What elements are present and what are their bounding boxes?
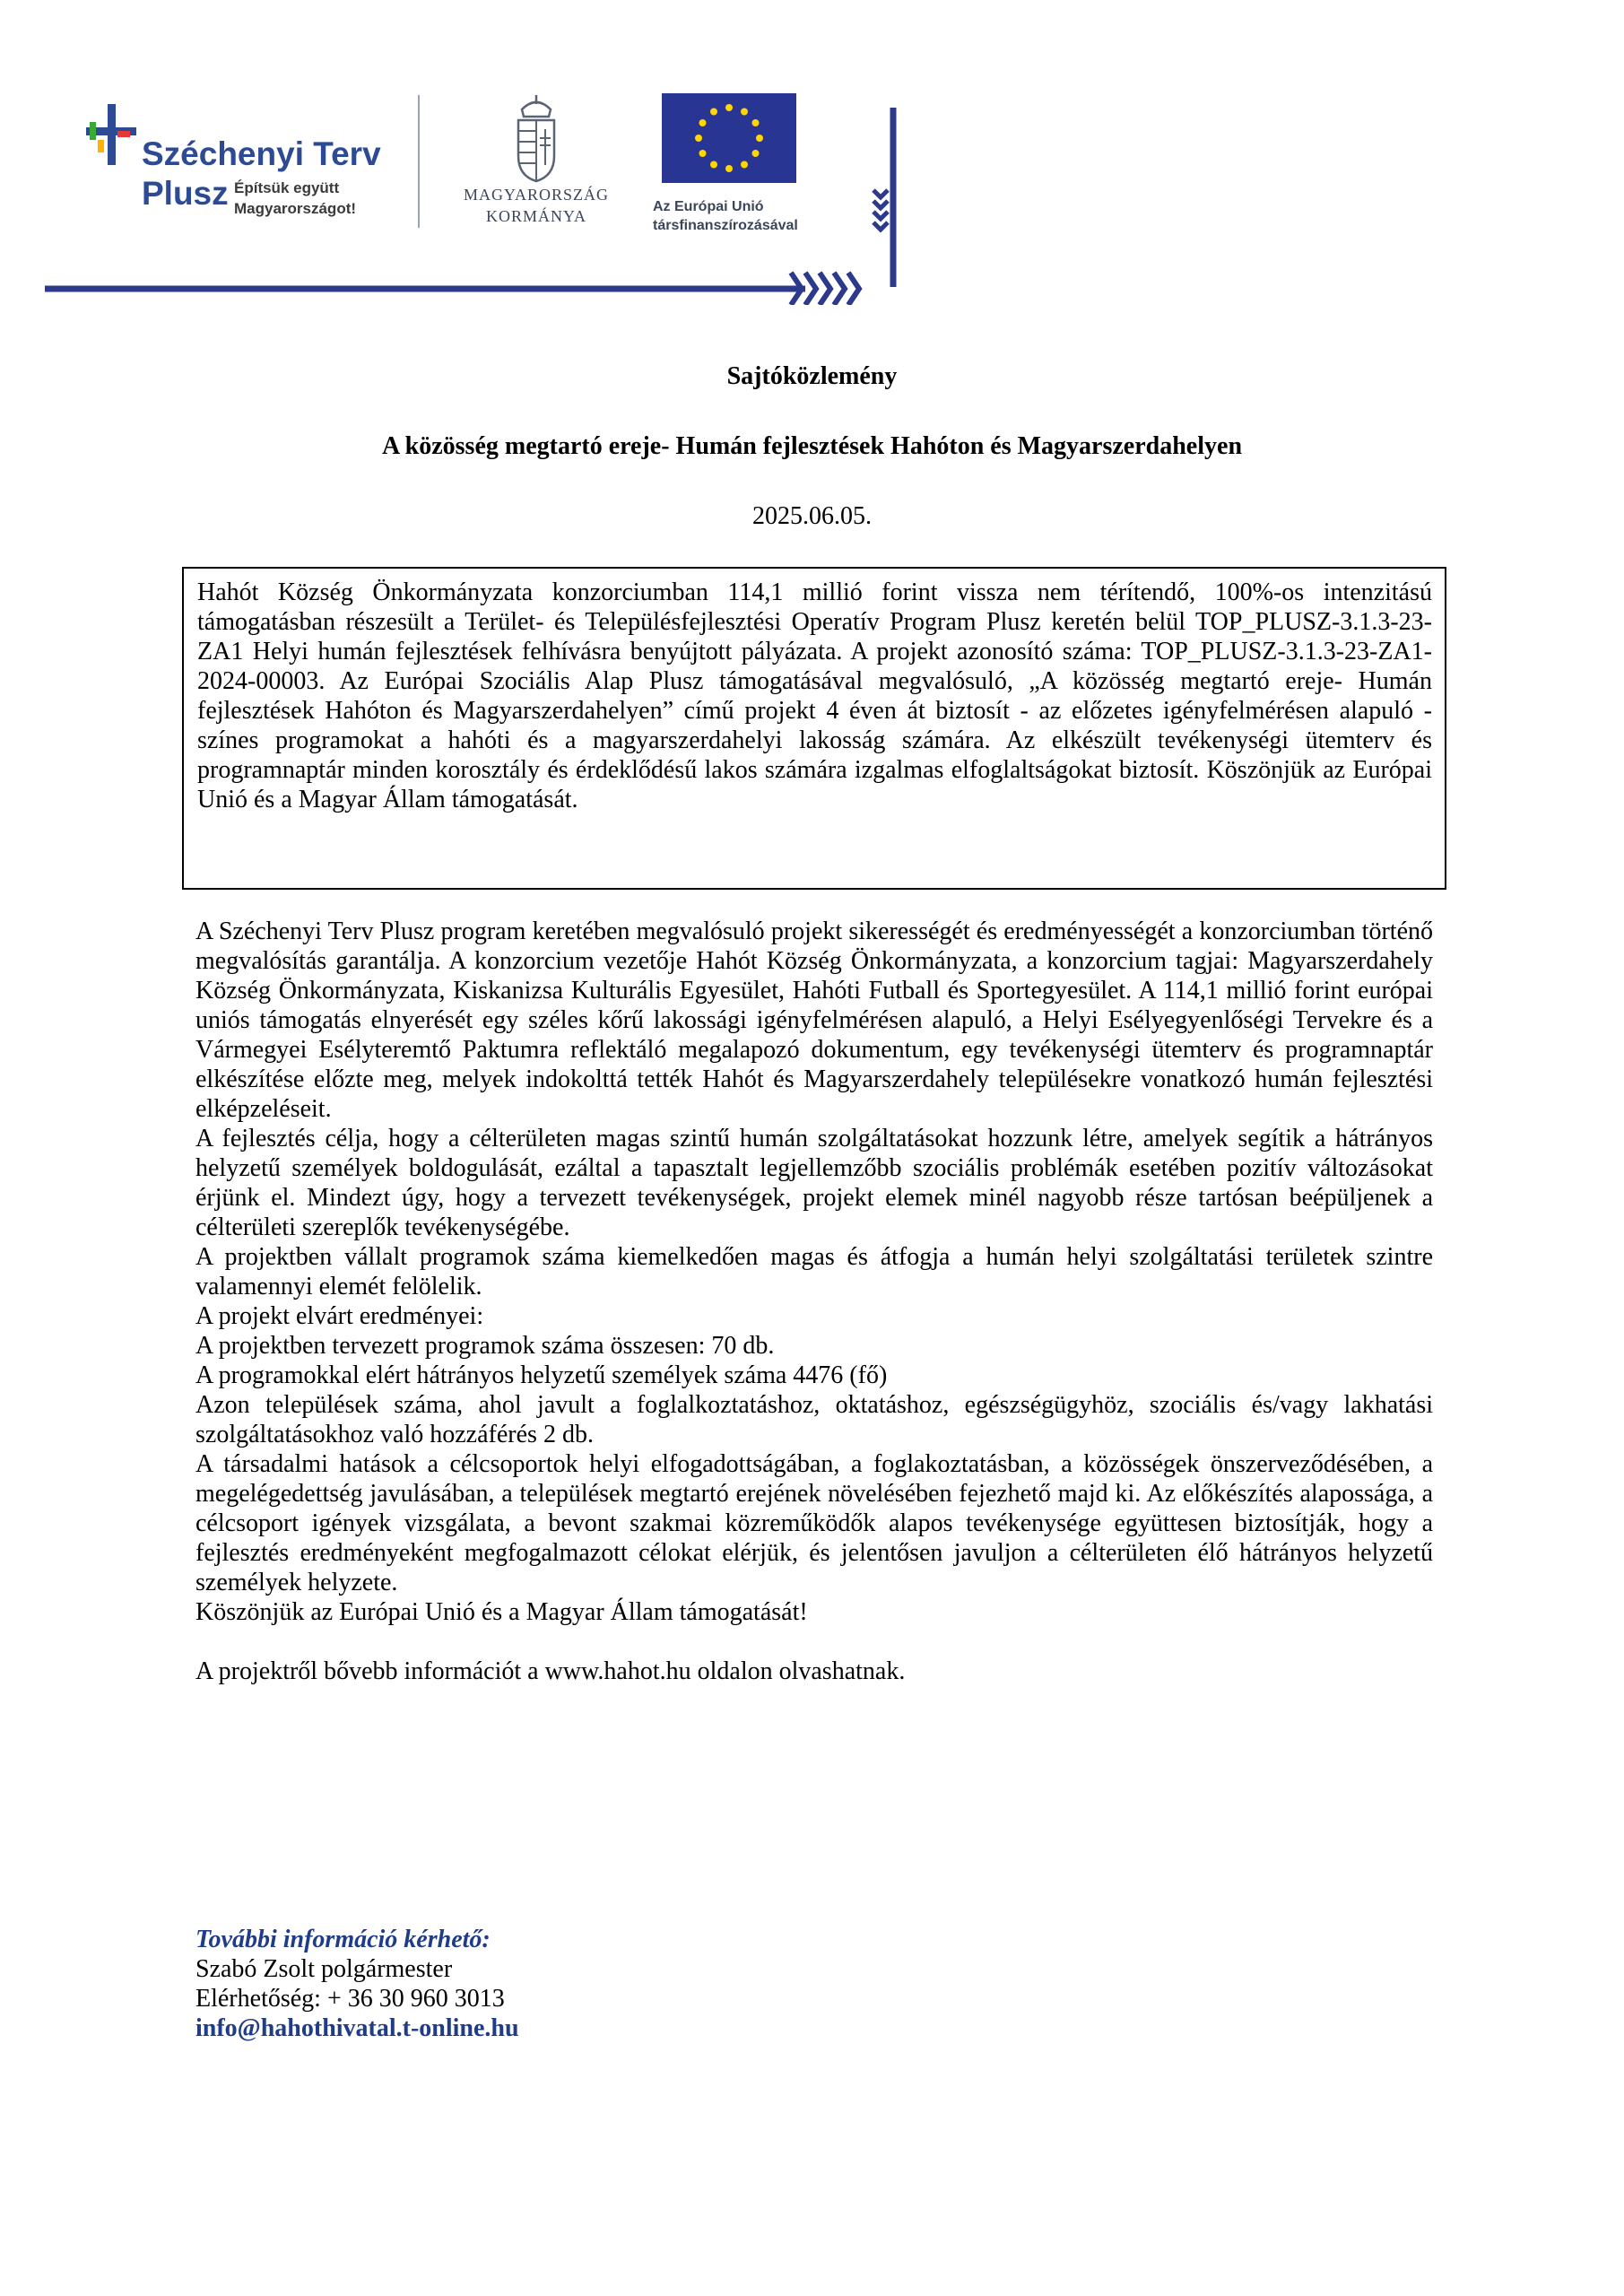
paragraph-goal: A fejlesztés célja, hogy a célterületen magas szintű humán szolgáltatásokat hozzunk létre, amelyek segítik a hátrányos helyzetű személyek boldogulását, ezáltal a tapasztalt legjellemzőbb szociális problémák esetében pozitív változásokat érjünk el. Mindezt úgy, hogy a tervezett tevékenységek, projekt elemek minél nagyobb része tartósan beépüljenek a célterületi szereplők tevékenységébe. [195,1125,1433,1241]
paragraph-result-persons: A programokkal elért hátrányos helyzetű személyek száma 4476 (fő) [195,1361,888,1389]
stp-tagline-1: Építsük együtt [234,179,340,196]
coat-of-arms-icon [509,93,563,183]
mk-text-2: KORMÁNYA [485,207,586,225]
eu-text [653,197,798,235]
eu-text-1: Az Európai Unió [653,199,764,214]
paragraph-more-info: A projektről bővebb információt a www.hahot.hu oldalon olvashatnak. [195,1657,906,1685]
mk-text-1: MAGYARORSZÁG [463,186,610,204]
magyarorszag-kormanya-logo [456,93,617,237]
header-logos [0,0,1624,305]
paragraph-results-heading: A projekt elvárt eredményei: [195,1302,484,1330]
contact-heading: További információ kérhető: [195,1926,491,1953]
contact-name: Szabó Zsolt polgármester [195,1955,453,1983]
document-title: A közösség megtartó ereje- Humán fejlesztések Hahóton és Magyarszerdahelyen [381,432,1243,460]
eu-text-2: társfinanszírozásával [653,218,798,233]
cross-icon [86,104,136,165]
paragraph-result-settlements: Azon települések száma, ahol javult a foglalkoztatáshoz, oktatáshoz, egészségügyhöz, szociális és/vagy lakhatási szolgáltatásokhoz való hozzáférés 2 db. [195,1391,1433,1448]
szechenyi-terv-plusz-logo [86,100,382,235]
contact-email-link[interactable]: info@hahothivatal.t-online.hu [195,2014,519,2042]
body-paragraphs [195,917,1433,1686]
summary-box [182,567,1446,890]
stp-title: Széchenyi Terv [142,135,381,172]
stp-plus: Plusz [142,175,229,212]
document-date: 2025.06.05. [752,502,872,530]
document-label: Sajtóközlemény [726,362,898,390]
paragraph-result-programs: A projektben tervezett programok száma összesen: 70 db. [195,1332,775,1360]
eu-flag-icon [662,93,796,183]
paragraph-social-impact: A társadalmi hatások a célcsoportok helyi elfogadottságában, a foglakoztatásban, a közösségek önszerveződésében, a megelégedettség javulásában, a települések megtartó erejének növelésében fejezhető majd ki. Az előkészítés alapossága, a célcsoport igények vizsgálata, a bevont szakmai közreműködők alapos tevékenysége együttesen biztosítják, hogy a fejlesztés eredményeként megfogalmazott célokat elérjük, és jelentősen javuljon a célterületen élő hátrányos helyzetű személyek helyzete. [195,1450,1433,1596]
contact-phone: Elérhetőség: + 36 30 960 3013 [195,1985,505,2013]
summary-text: Hahót Község Önkormányzata konzorciumban 114,1 millió forint vissza nem térítendő, 100%-os intenzitású támogatásban részesült a Terület- és Településfejlesztési Operatív Program Plusz keretén belül TOP_PLUSZ-3.1.3-23-ZA1 Helyi humán fejlesztések felhívásra benyújtott pályázata. A projekt azonosító száma: TOP_PLUSZ-3.1.3-23-ZA1-2024-00003. Az Európai Szociális Alap Plusz támogatásával megvalósuló, „A közösség megtartó ereje- Humán fejlesztések Hahóton és Magyarszerdahelyen” című projekt 4 éven át biztosít - az előzetes igényfelmérésen alapuló - színes programokat a hahóti és a magyarszerdahelyi lakosság számára. Az elkészült tevékenységi ütemterv és programnaptár minden korosztály és érdeklődésű lakos számára izgalmas elfoglaltságokat biztosít. Köszönjük az Európai Unió és a Magyar Állam támogatását. [197,578,1432,813]
stp-tagline [234,178,356,219]
contact-block [195,1925,1433,2043]
eu-logo [653,93,859,237]
paragraph-consortium: A Széchenyi Terv Plusz program keretében megvalósuló projekt sikerességét és eredményességét a konzorciumban történő megvalósítás garantálja. A konzorcium vezetője Hahót Község Önkormányzata, a konzorcium tagjai: Magyarszerdahely Község Önkormányzata, Kiskanizsa Kulturális Egyesület, Hahóti Futball és Sportegyesület. A 114,1 millió forint európai uniós támogatás elnyerését egy széles kőrű lakossági igényfelmérésen alapuló, a Helyi Esélyegyenlőségi Tervekre és a Vármegyei Esélyteremtő Paktumra reflektáló megalapozó dokumentum, egy tevékenységi ütemterv és programnaptár elkészítése előzte meg, melyek indokolttá tették Hahót és Magyarszerdahely településekre vonatkozó humán fejlesztési elképzeléseit. [195,918,1433,1123]
paragraph-programs: A projektben vállalt programok száma kiemelkedően magas és átfogja a humán helyi szolgáltatási területek szintre valamennyi elemét felölelik. [195,1243,1433,1300]
stp-tagline-2: Magyarországot! [234,200,357,217]
paragraph-thanks: Köszönjük az Európai Unió és a Magyar Állam támogatását! [195,1598,808,1626]
logo-divider [418,95,420,228]
